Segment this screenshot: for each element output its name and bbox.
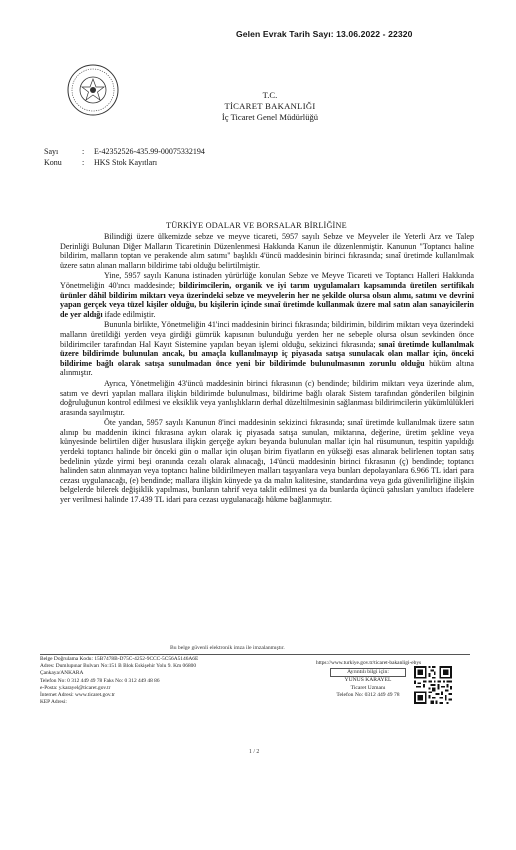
contact-person-block: [330, 668, 406, 700]
page-number: 1 / 2: [249, 749, 260, 755]
meta-number-row: [44, 146, 205, 157]
paragraph-2-intro: Yine, 5957 sayılı Kanuna istinaden yürürlüğe konulan Sebze ve Meyve Ticareti ve Toptancı Halleri Hakkında Yönetmeliğin 40'ıncı maddesinde;: [60, 271, 474, 290]
qr-code-icon: [414, 666, 452, 704]
paragraph-3-end: hüküm altına alınmıştır.: [60, 358, 474, 378]
website: İnternet Adresi: www.ticaret.gov.tr: [40, 692, 115, 699]
email: e-Posta: y.karayel@ticaret.gov.tr: [40, 684, 111, 691]
paragraph-2-end: ifade edilmiştir.: [102, 309, 156, 319]
address: Adres: Dumlupınar Bulvarı No:151 B Blok Eskişehir Yolu 9. Km 06800 Çankaya/ANKARA: [40, 663, 197, 677]
meta-number-colon: :: [82, 147, 85, 156]
phone-fax: Telefon No: 0 312 449 49 78 Faks No: 0 312 449 48 86: [40, 677, 160, 684]
info-label: Ayrıntılı bilgi için:: [330, 668, 406, 677]
paragraph-2: [60, 271, 474, 319]
meta-subject-value: HKS Stok Kayıtları: [94, 158, 158, 167]
footer-contact-block: [40, 656, 230, 706]
meta-number-value: E-42352526-435.99-00075332194: [94, 147, 205, 156]
signer-name: YUNUS KARAYEL: [344, 677, 392, 684]
paragraph-3-intro: Bununla birlikte, Yönetmeliğin 41'inci maddesinin birinci fıkrasında; bildirimin, bildirim miktarı veya üzerindeki malların üretildiği yerden veya girdiği gümrük kapısının bulunduğu yerden her ne sebeple olursa olsun sevkinden önce bildirimciler tarafından Hal Kayıt Sistemine yapılan beyan işlemi olduğu, sekizinci fıkrasında;: [60, 320, 474, 349]
verification-link[interactable]: https://www.turkiye.gov.tr/ticaret-bakanligi-ebys: [316, 660, 422, 666]
incoming-doc-stamp: Gelen Evrak Tarih Sayı: 13.06.2022 - 22320: [236, 29, 413, 39]
paragraph-3: [60, 320, 474, 378]
signer-phone: Telefon No: 0312 449 49 78: [336, 692, 400, 699]
signer-title: Ticaret Uzmanı: [350, 684, 386, 691]
kep-address: KEP Adresi:: [40, 699, 67, 706]
meta-number-label: Sayı: [44, 147, 59, 156]
paragraph-1: Bilindiği üzere ülkemizde sebze ve meyve ticareti, 5957 sayılı Sebze ve Meyveler ile Yeterli Arz ve Talep Derinliği Bulunan Diğer Malların Ticaretinin Düzenlenmesi Hakkında Kanun ile düzenlenmiştir. Kanunun "Toptancı haline bildirim, malların toptan ve perakende alım satımı" başlıklı 4'üncü maddesinin birinci fıkrasında; sınaî üretimde kullanılmak üzere satın alınan malların bildirime tabi olduğu belirtilmiştir.: [60, 232, 474, 270]
footer-divider: [40, 654, 470, 655]
org-line-directorate: İç Ticaret Genel Müdürlüğü: [221, 112, 319, 122]
org-line-ministry: TİCARET BAKANLIĞI: [224, 101, 316, 111]
paragraph-2-bold: bildirimcilerin, organik ve iyi tarım uygulamaları kapsamında üretilen sertifikalı ürünler dâhil bildirim miktarı veya üzerindeki sebze ve meyvelerin her ne şekilde olursa olsun alımı, satımı ve devrini yapan gerçek veya tüzel kişiler olduğu, bu kişilerin içinde sınaî üretimde kullanmak üzere mal satın alan sanayicilerin de yer aldığı: [60, 280, 474, 319]
ministry-seal-icon: [66, 63, 120, 117]
paragraph-4: Ayrıca, Yönetmeliğin 43'üncü maddesinin birinci fıkrasının (c) bendinde; bildirim miktarı veya üzerinde alım, satım ve devri yapılan mallara ilişkin bildirimde bulunulması, bildirime bağlı olarak Sistem tarafından gönderilen bilginin doğruluğunun kontrol edilmesi ve eksiklik veya yanlışlıkların derhal düzeltilmesinin sağlanması bildirimcilerin yükümlülükleri arasında sayılmıştır.: [60, 378, 474, 417]
paragraph-3-bold: sınaî üretimde kullanılmak üzere bildirimde bulunulan ancak, bu amaçla kullanılmayıp iç piyasada satışa sunulacak olan mallar için, önceki bildirime bağlı olarak satışa sunulmadan önce yeni bir bildirimde bulunulmasının zorunlu olduğu: [60, 339, 474, 368]
letter-body: [60, 232, 474, 505]
meta-subject-colon: :: [82, 158, 85, 167]
e-signature-note: Bu belge güvenli elektronik imza ile imzalanmıştır.: [170, 645, 285, 651]
recipient: TÜRKİYE ODALAR VE BORSALAR BİRLİĞİNE: [166, 221, 347, 230]
meta-subject-label: Konu: [44, 158, 62, 167]
org-line-tc: T.C.: [262, 90, 278, 100]
verification-code: Belge Doğrulama Kodu: 15B7478B-D75C-4252-9CCC-5C56A5146A6E: [40, 656, 199, 662]
meta-subject-row: [44, 157, 157, 168]
paragraph-5: Öte yandan, 5957 sayılı Kanunun 8'inci maddesinin sekizinci fıkrasında; sınaî üretimde kullanılmak üzere satın alınıp bu maddenin ikinci fıkrasına aykırı olarak iç piyasada satışa sunulan, miktarına, değerine, üretim şekline veya künyesinde belirtilen diğer hususlara ilişkin gerçeğe aykırı beyanda bulunulan mallar için hal rüsumunun, tespitin yapıldığı yerdeki toptancı halinde bir önceki gün o mallar için oluşan birim fiyatların en yükseği esas alınarak belirlenen toptan satış bedelinin yüzde yirmi beşi oranında cezalı olarak alınacağı, 14'üncü maddesinin birinci fıkrasının (ç) bendinde; toptancı halinden satın alınmayan veya toptancı haline bildirilmeyen malları taşıyanlara veya bunları depolayanlara 6.966 TL idari para cezası uygulanacağı, (e) bendinde; mallara ilişkin künyede ya da malın kalitesine, standardına veya gıda güvenilirliğine ilişkin belgelerde bilerek değişiklik yapılması, bunların tahrif veya taklit edilmesi ya da bunlarda üçüncü şahısları yanıltıcı ifadelere yer verilmesi halinde 17.439 TL idari para cezası uygulanacağı hükme bağlanmıştır.: [60, 418, 474, 505]
